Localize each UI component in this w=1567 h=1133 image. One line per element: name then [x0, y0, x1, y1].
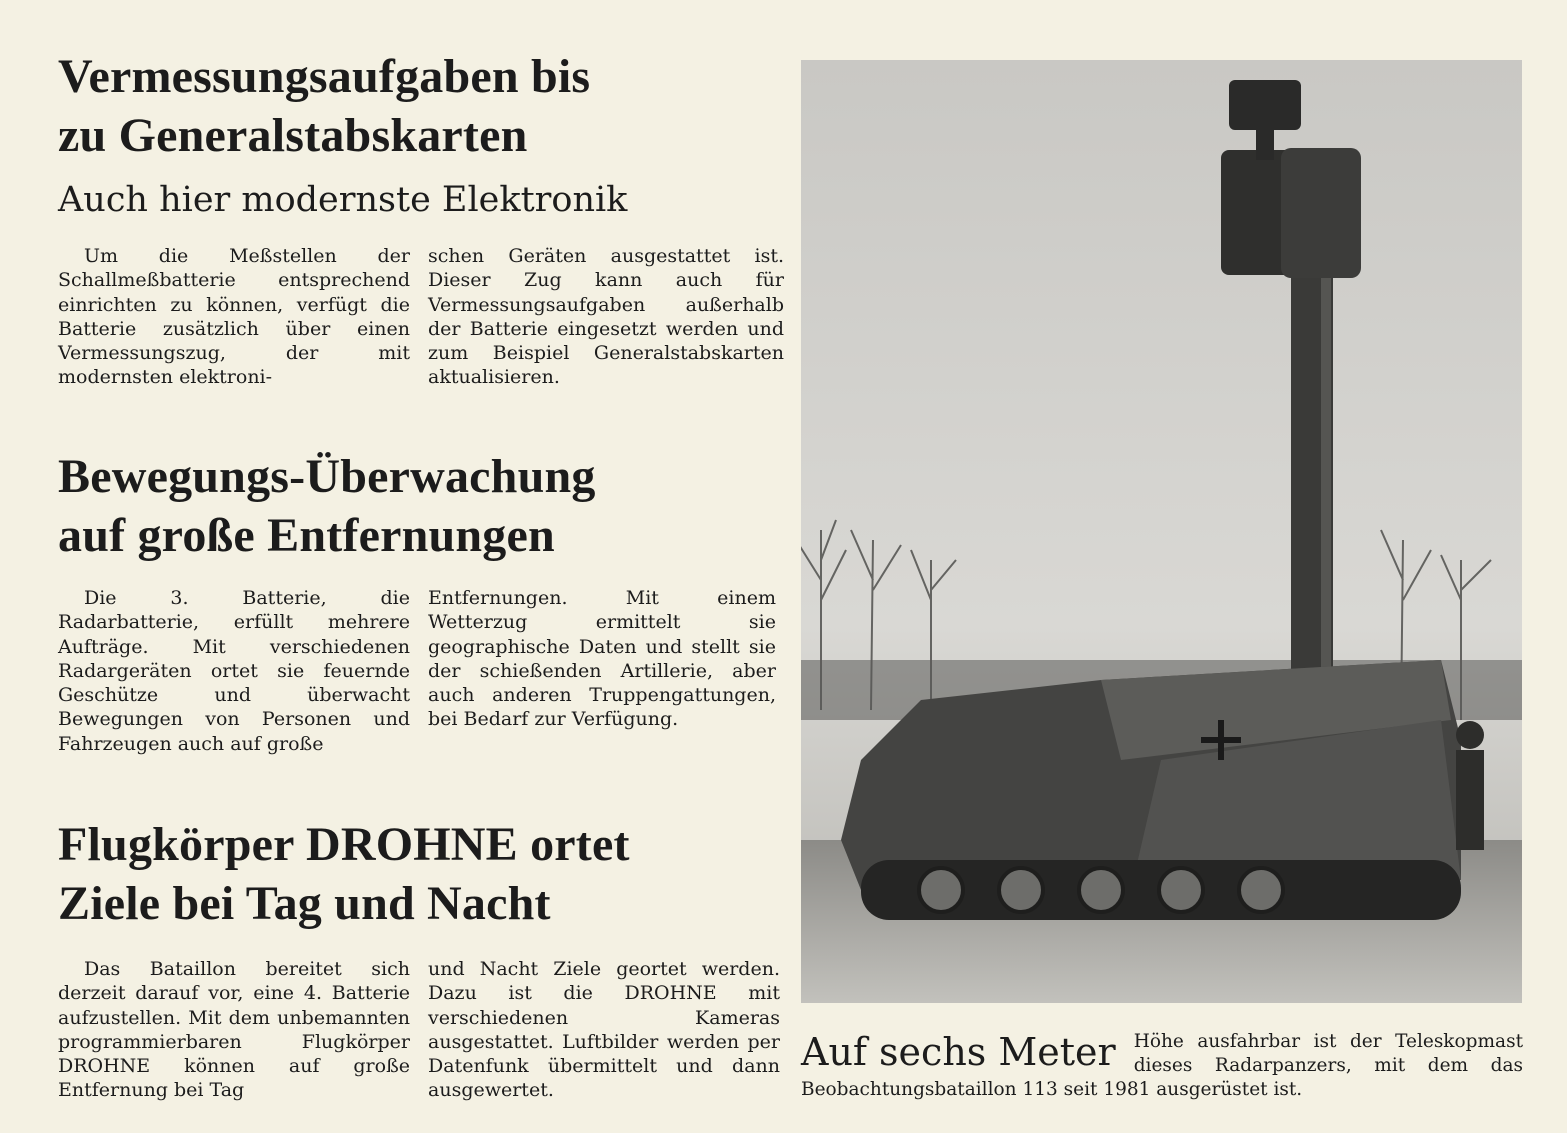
caption-text: Höhe ausfahrbar ist der Teleskopmast dieses Radarpanzers, mit dem das Beobachtungsbataillon 113 seit 1981 ausgerüstet ist.: [801, 1031, 1523, 1100]
caption-lead: Auf sechs Meter: [801, 1030, 1116, 1074]
section2-title-line1: Bewegungs-Überwachung: [58, 450, 596, 503]
section2-column-left: Die 3. Batterie, die Radarbatterie, erfüllt mehrere Aufträge. Mit verschiedenen Radargeräten ortet sie feuernde Geschütze und überwacht Bewegungen von Personen und Fahrzeugen auch auf große: [58, 587, 410, 755]
section1-column-left: Um die Meßstellen der Schallmeßbatterie entsprechend einrichten zu können, verfügt die Batterie zusätzlich über einen Vermessungszug, der mit modernsten elektroni-: [58, 245, 410, 389]
section3-title-line2: Ziele bei Tag und Nacht: [58, 877, 551, 930]
section3-title-line1: Flugkörper DROHNE ortet: [58, 818, 630, 871]
section3-column-right: und Nacht Ziele geortet werden. Dazu ist die DROHNE mit verschiedenen Kameras ausgestattet. Luftbilder werden per Datenfunk übermittelt und dann ausgewertet.: [428, 958, 780, 1102]
photo-caption: [801, 1026, 1523, 1102]
section1-title-line2: zu Generalstabskarten: [58, 109, 528, 162]
radar-tank-photo: [801, 60, 1522, 1003]
photo-illustration: [801, 60, 1522, 1003]
section1-column-right: schen Geräten ausgestattet ist. Dieser Zug kann auch für Vermessungsaufgaben außerhalb der Batterie eingesetzt werden und zum Beispiel Generalstabskarten aktualisieren.: [428, 245, 784, 389]
section2-title-line2: auf große Entfernungen: [58, 509, 555, 562]
section1-title-line1: Vermessungsaufgaben bis: [58, 50, 591, 103]
section1-subtitle: Auch hier modernste Elektronik: [58, 180, 628, 220]
section2-column-right: Entfernungen. Mit einem Wetterzug ermittelt sie geographische Daten und stellt sie der schießenden Artillerie, aber auch anderen Truppengattungen, bei Bedarf zur Verfügung.: [428, 587, 776, 731]
section3-column-left: Das Bataillon bereitet sich derzeit darauf vor, eine 4. Batterie aufzustellen. Mit dem unbemannten programmierbaren Flugkörper DROHNE können auf große Entfernung bei Tag: [58, 958, 410, 1102]
